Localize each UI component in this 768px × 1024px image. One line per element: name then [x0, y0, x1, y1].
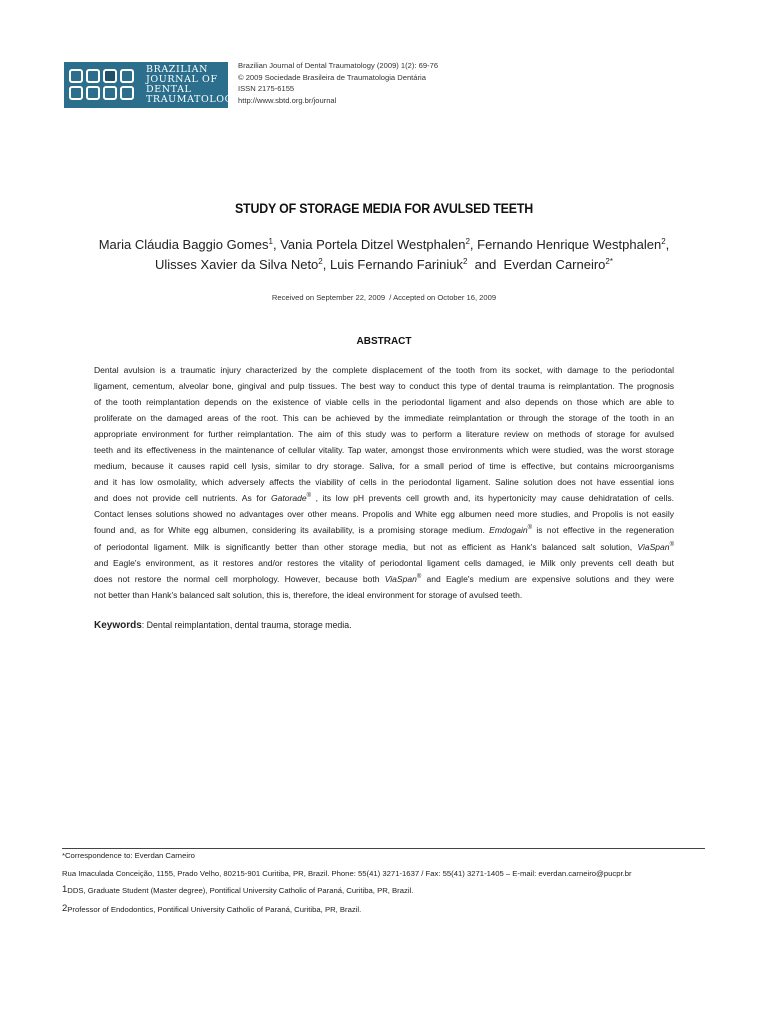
journal-logo: [64, 62, 240, 108]
logo-square-icon: [86, 69, 100, 83]
logo-square-icon: [69, 86, 83, 100]
abstract-line: Dental avulsion is a traumatic injury characterized by the complete displacement of the tooth from its socket, with damage to the periodontal: [94, 365, 674, 375]
correspondence-note: *Correspondence to: Everdan Carneiro: [62, 851, 195, 860]
logo-square-icon: [120, 86, 134, 100]
footnote-divider: [62, 848, 705, 849]
abstract-line: and it has low osmolality, which adversely affects the viability of cells in the periodontal ligament. Saline solution does not have essential ions: [94, 477, 674, 488]
journal-url[interactable]: http://www.sbtd.org.br/journal: [238, 95, 337, 105]
received-dates: Received on September 22, 2009 / Accepted on October 16, 2009: [271, 293, 497, 302]
logo-square-icon: [120, 69, 134, 83]
keywords: [94, 620, 352, 631]
abstract-line: of periodontal ligament. Milk is significantly better than other storage media, but not as efficient as Hank's balanced salt solution, ViaSpan®: [94, 541, 674, 552]
abstract-line: appropriate environment for further reimplantation. The aim of this study was to perform a literature review on methods of storage for avulsed: [94, 429, 674, 440]
journal-citation: Brazilian Journal of Dental Traumatology (2009) 1(2): 69-76: [238, 61, 439, 70]
keywords-label: Keywords: [94, 620, 142, 631]
abstract-line: medium, because it causes rapid cell lysis, similar to dry storage. Saliva, for a small period of time is effective, but contains microorganisms: [94, 461, 674, 472]
keywords-text: : Dental reimplantation, dental trauma, storage media.: [141, 620, 352, 630]
logo-square-icon: [103, 69, 117, 83]
journal-info: [238, 60, 438, 106]
issn-line: ISSN 2175-6155: [238, 84, 295, 93]
abstract-line: not better than Hank's balanced salt solution, this is, therefore, the ideal environment for storage of avulsed teeth.: [94, 589, 523, 600]
abstract-line: Contact lenses solutions showed no advantages over other means. Propolis and White egg albumen need more studies, and Propolis is not easily: [94, 509, 674, 520]
address-note: Rua Imaculada Conceição, 1155, Prado Velho, 80215-901 Curitiba, PR, Brazil. Phone: 55(41) 3271-1637 / Fax: 55(41) 3271-1405 – E-mail: everdan.carneiro@pucpr.br: [62, 869, 632, 878]
article-title: STUDY OF STORAGE MEDIA FOR AVULSED TEETH: [234, 201, 534, 216]
abstract-line: of the tooth reimplantation depends on the existence of viable cells in the periodontal ligament and also depends on those which are able to: [94, 397, 674, 408]
logo-square-icon: [69, 69, 83, 83]
abstract-line: does not restore the normal cell morphology. However, because both ViaSpan® and Eagle's medium are expensive solutions and they were: [94, 573, 674, 584]
abstract-line: teeth and its effectiveness in the maintenance of cellular vitality. Tap water, amongst those environments which were studied, was the worst storage: [94, 445, 674, 456]
logo-square-icon: [86, 86, 100, 100]
abstract-heading: ABSTRACT: [356, 336, 412, 347]
logo-square-icon: [103, 86, 117, 100]
footnote-1: $^1$DDS, Graduate Student (Master degree), Pontifical University Catholic of Paraná, Curitiba, PR, Brazil.: [62, 884, 414, 895]
abstract-line: and Eagle's environment, as it restores and/or restores the vitality of periodontal ligament cells damaged, ie Milk only prevents cell death but: [94, 557, 674, 568]
logo-wordmark: BRAZILIAN JOURNAL OF DENTAL TRAUMATOLOGY: [146, 64, 240, 105]
author-line-2: Ulisses Xavier da Silva Neto$^2$, Luis Fernando Fariniuk$^2$ and Everdan Carneiro$^{2*}$: [155, 257, 613, 272]
author-line-1: Maria Cláudia Baggio Gomes$^1$, Vania Portela Ditzel Westphalen$^2$, Fernando Henrique Westphalen$^2$,: [98, 237, 670, 252]
author-list: [0, 235, 768, 275]
abstract-line: and does not provide cell nutrients. As for Gatorade® , its low pH prevents cell growth and, its hypertonicity may cause dehidratation of cells.: [94, 493, 674, 504]
abstract-body: [94, 362, 674, 603]
abstract-line: proliferate on the damaged areas of the root. This can be achieved by the immediate reimplantation or through the storage of the tooth in an: [94, 413, 674, 424]
footnote-2: $^2$Professor of Endodontics, Pontifical University Catholic of Paraná, Curitiba, PR, Brazil.: [62, 903, 362, 914]
copyright-line: © 2009 Sociedade Brasileira de Traumatologia Dentária: [238, 72, 426, 82]
abstract-line: found and, as for White egg albumen, considering its availability, is a promising storage medium. Emdogain® is not effective in the regeneration: [94, 525, 675, 536]
abstract-line: ligament, cementum, alveolar bone, gingival and pulp tissues. The best way to conduct this type of dental trauma is reimplantation. The prognosis: [94, 381, 674, 392]
